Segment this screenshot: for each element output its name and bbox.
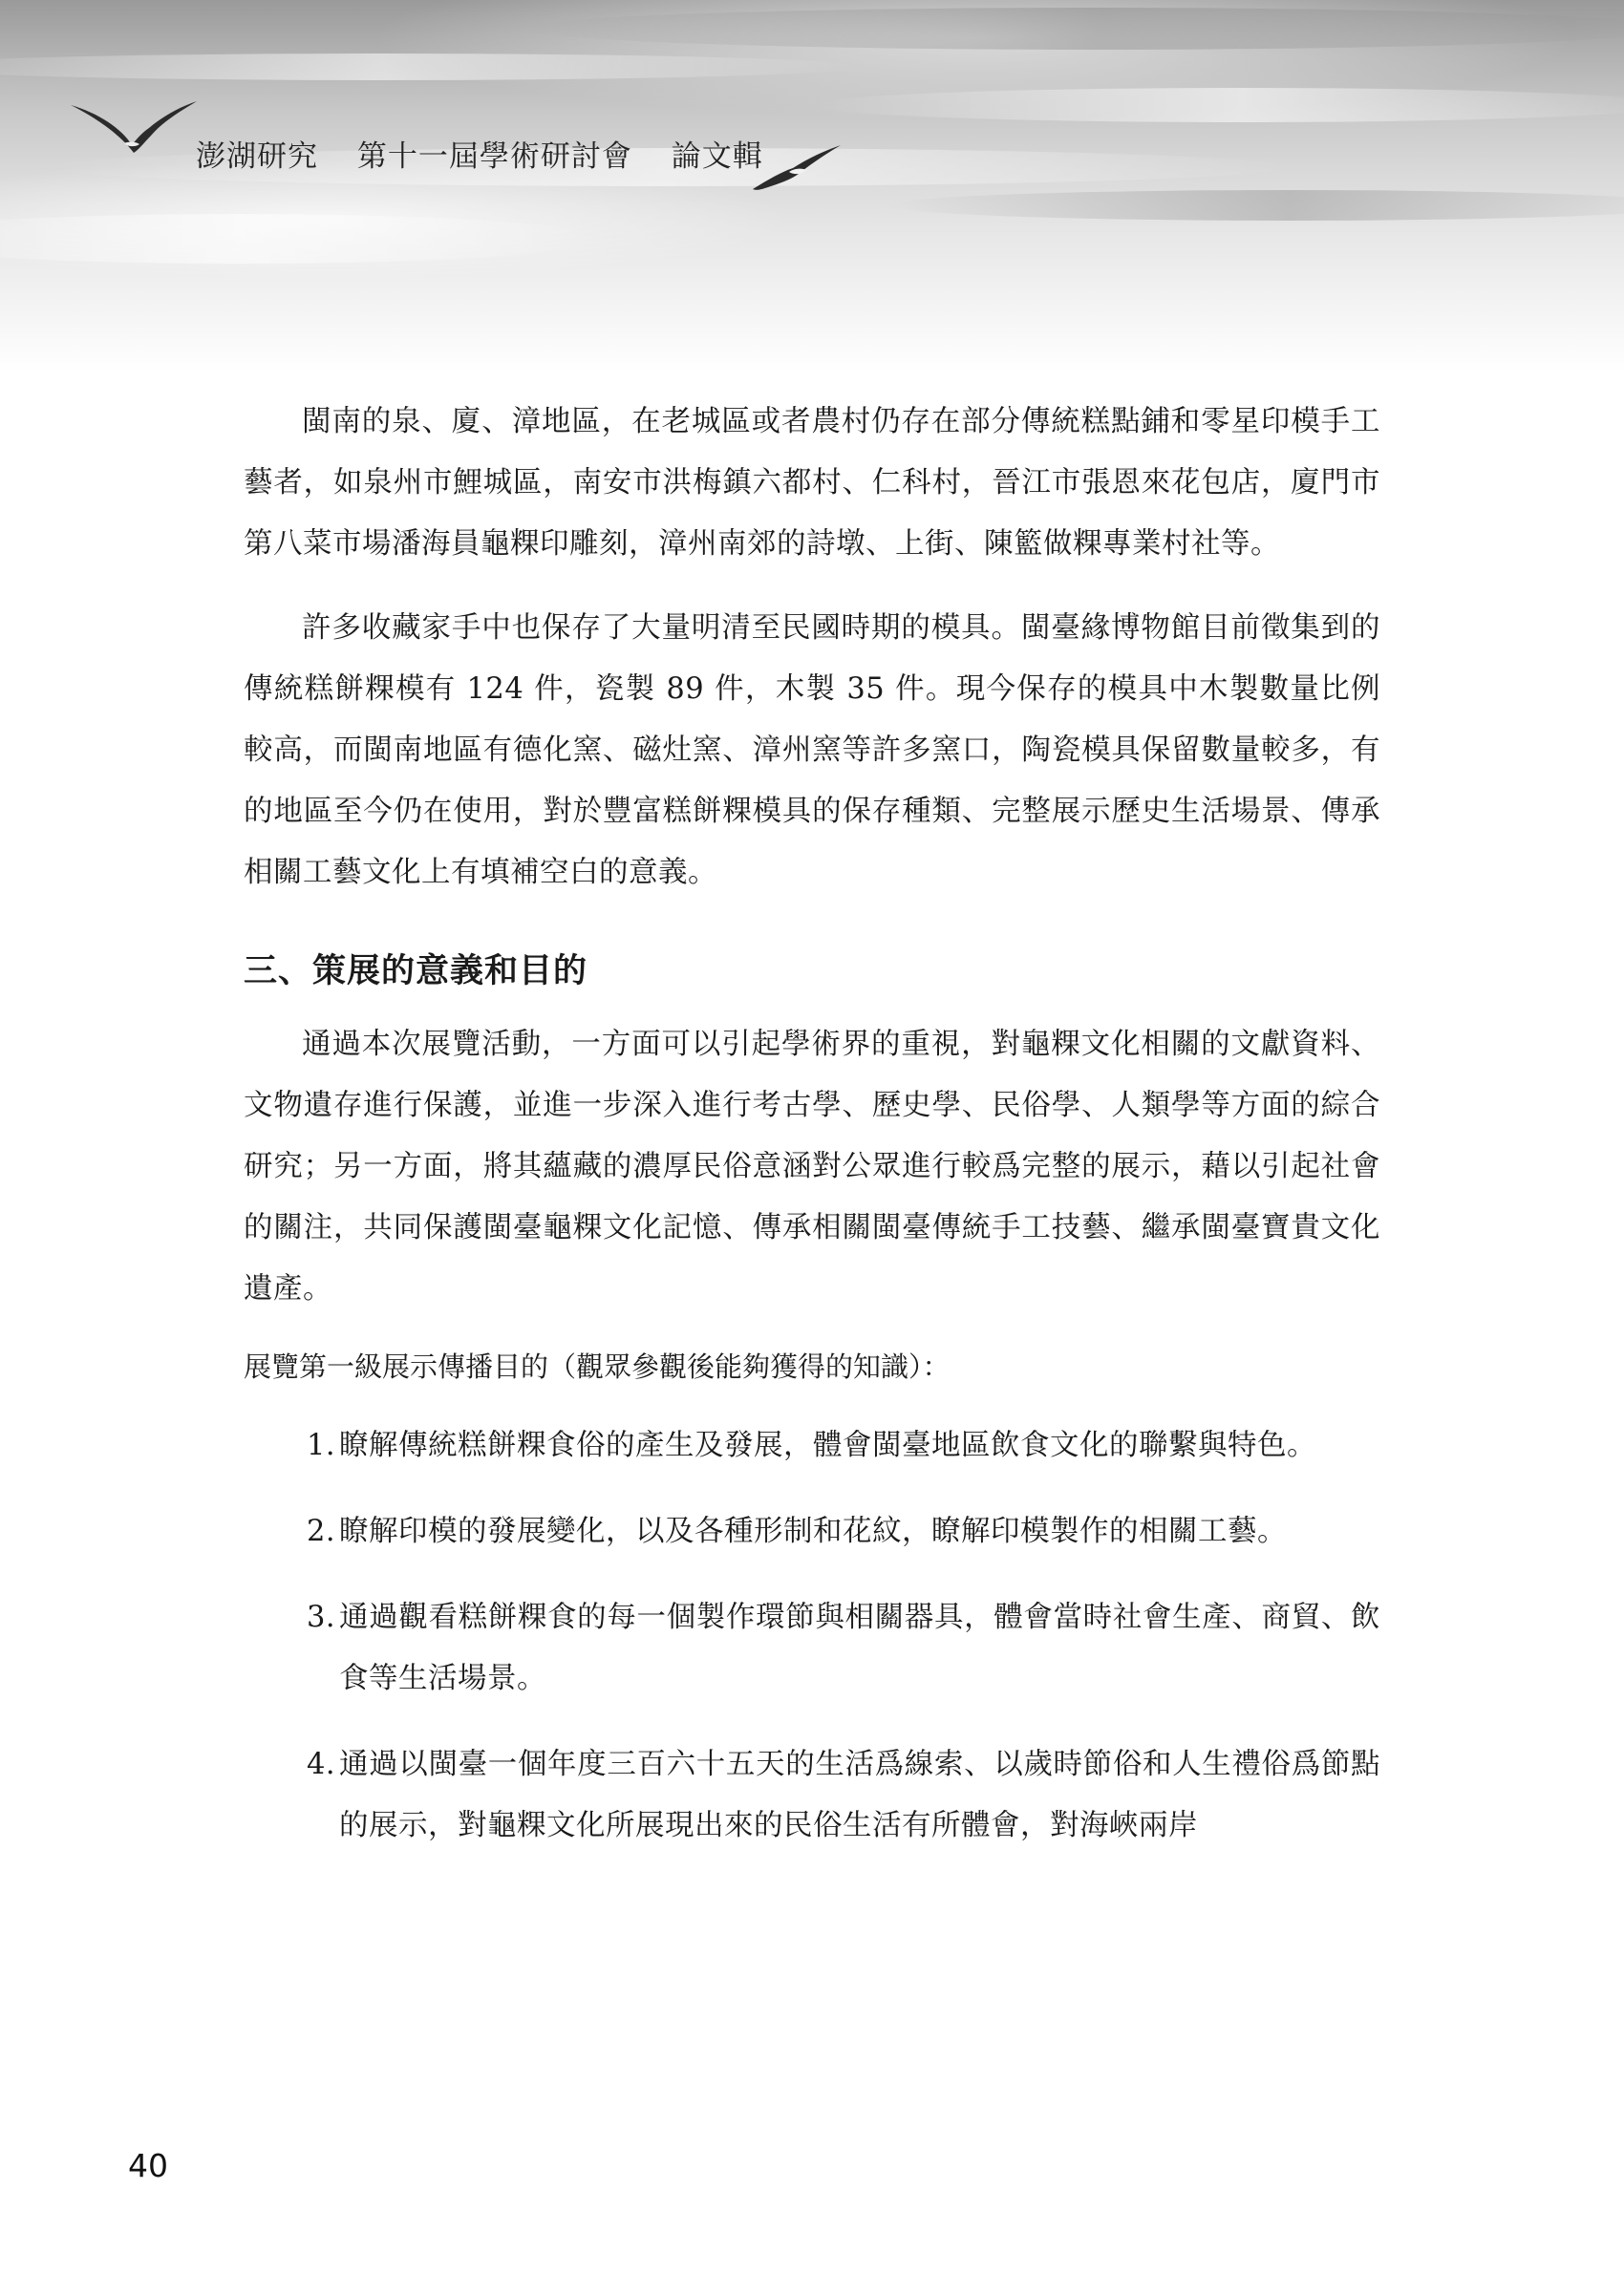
seagull-icon	[69, 99, 199, 157]
body-paragraph: 許多收藏家手中也保存了大量明清至民國時期的模具。閩臺緣博物館目前徵集到的傳統糕餅粿模有 124 件，瓷製 89 件，木製 35 件。現今保存的模具中木製數量比例較高，而閩南地區有德化窯、磁灶窯、漳州窯等許多窯口，陶瓷模具保留數量較多，有的地區至今仍在使用，對於豐富糕餅粿模具的保存種類、完整展示歷史生活場景、傳承相關工藝文化上有填補空白的意義。	[244, 611, 1380, 889]
list-text: 瞭解印模的發展變化，以及各種形制和花紋，瞭解印模製作的相關工藝。	[339, 1515, 1287, 1548]
list-text: 通過以閩臺一個年度三百六十五天的生活爲線索、以歲時節俗和人生禮俗爲節點的展示，對龜粿文化所展現出來的民俗生活有所體會，對海峽兩岸	[339, 1748, 1380, 1842]
body-paragraph: 閩南的泉、廈、漳地區，在老城區或者農村仍存在部分傳統糕點鋪和零星印模手工藝者，如泉州市鯉城區，南安市洪梅鎮六都村、仁科村，晉江市張恩來花包店，廈門市第八菜市場潘海員龜粿印雕刻，漳州南郊的詩墩、上街、陳籃做粿專業村社等。	[244, 405, 1380, 561]
conference-name: 第十一屆學術研討會	[356, 139, 632, 174]
article-body	[244, 392, 1380, 1881]
list-number: 3.	[307, 1601, 336, 1634]
list-number: 1.	[307, 1429, 336, 1462]
journal-name: 澎湖研究	[196, 139, 318, 174]
list-item	[244, 1587, 1380, 1710]
list-item	[244, 1734, 1380, 1857]
goals-heading: 展覽第一級展示傳播目的（觀眾參觀後能夠獲得的知識）：	[244, 1350, 951, 1383]
header-banner	[0, 0, 1624, 372]
list-number: 2.	[307, 1515, 336, 1548]
list-item	[244, 1501, 1380, 1563]
section-heading: 三、策展的意義和目的	[244, 951, 588, 990]
list-text: 瞭解傳統糕餅粿食俗的產生及發展，體會閩臺地區飲食文化的聯繫與特色。	[339, 1429, 1316, 1462]
list-text: 通過觀看糕餅粿食的每一個製作環節與相關器具，體會當時社會生產、商貿、飲食等生活場景。	[339, 1601, 1380, 1695]
collection-name: 論文輯	[671, 139, 763, 174]
running-header	[196, 132, 792, 175]
page-number: 40	[128, 2147, 168, 2184]
list-item	[244, 1415, 1380, 1477]
goals-list	[244, 1415, 1380, 1857]
body-paragraph: 通過本次展覽活動，一方面可以引起學術界的重視，對龜粿文化相關的文獻資料、文物遺存進行保護，並進一步深入進行考古學、歷史學、民俗學、人類學等方面的綜合研究；另一方面，將其蘊藏的濃厚民俗意涵對公眾進行較爲完整的展示，藉以引起社會的關注，共同保護閩臺龜粿文化記憶、傳承相關閩臺傳統手工技藝、繼承閩臺寶貴文化遺產。	[244, 1028, 1380, 1306]
list-number: 4.	[307, 1748, 336, 1781]
